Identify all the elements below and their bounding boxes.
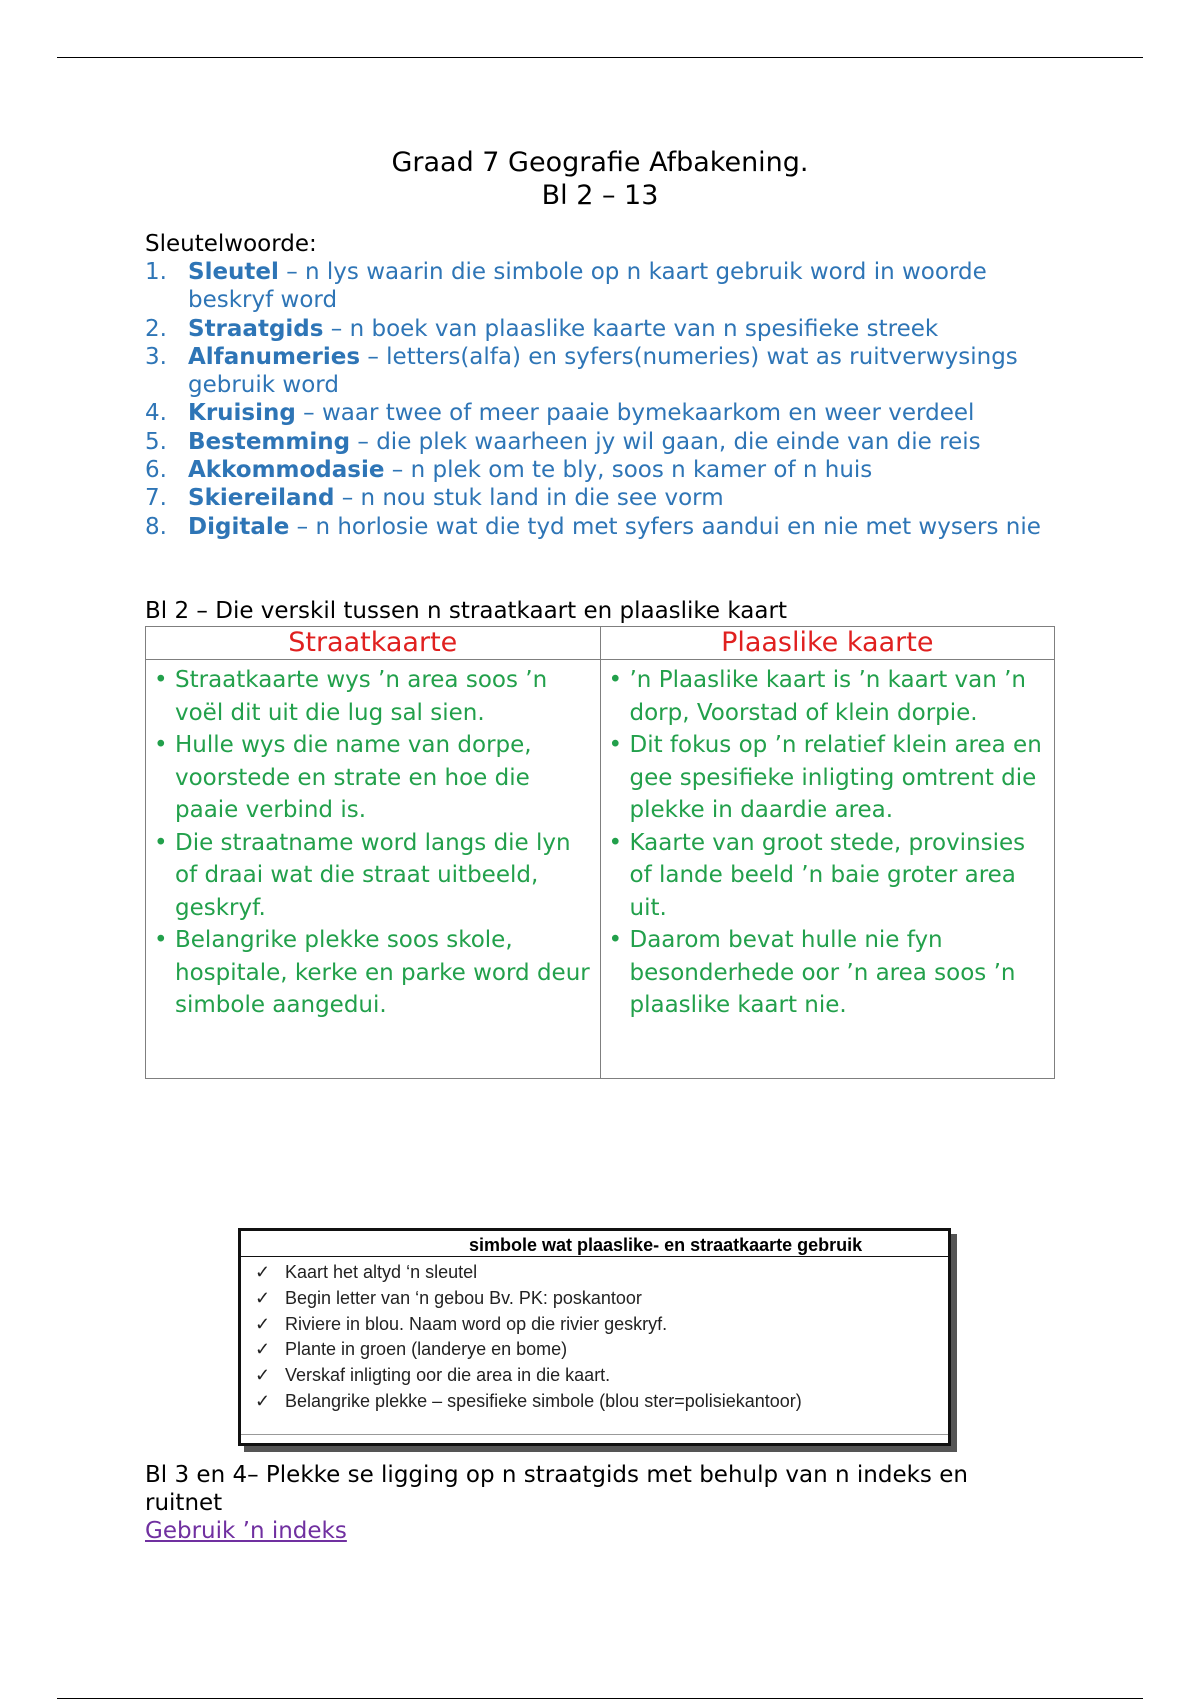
symbol-item-text: Riviere in blou. Naam word op die rivier geskryf. [285, 1313, 668, 1334]
keyword-item [145, 513, 1065, 541]
page-subtitle: Bl 2 – 13 [541, 180, 659, 211]
list-item: • Dit fokus op ’n relatief klein area en gee spesifieke inligting omtrent die plekke in daardie area. [609, 729, 1047, 827]
list-item [255, 1260, 802, 1286]
list-item: • Daarom bevat hulle nie fyn besonderhede oor ’n area soos ’n plaaslike kaart nie. [609, 924, 1047, 1022]
symbol-item-text: Verskaf inligting oor die area in die kaart. [285, 1365, 611, 1386]
symbols-box-divider [241, 1434, 948, 1435]
check-icon: ✓ [255, 1287, 271, 1308]
comparison-body-row [146, 660, 1055, 1079]
list-item [255, 1389, 802, 1415]
check-icon: ✓ [255, 1339, 271, 1360]
symbol-item-text: Belangrike plekke – spesifieke simbole (blou ster=polisiekantoor) [285, 1390, 802, 1411]
list-item: • Straatkaarte wys ’n area soos ’n voël dit uit die lug sal sien. [154, 664, 592, 729]
top-rule [57, 57, 1143, 58]
list-item [255, 1363, 802, 1389]
keyword-number: 5. [145, 428, 167, 455]
list-item: • Hulle wys die name van dorpe, voorstede en strate en hoe die paaie verbind is. [154, 729, 592, 827]
keyword-item [145, 343, 1065, 400]
section-paragraph: Bl 3 en 4– Plekke se ligging op n straatgids met behulp van n indeks en ruitnet [145, 1462, 968, 1516]
keyword-number: 7. [145, 485, 167, 512]
keyword-number: 8. [145, 513, 167, 540]
keyword-term: Skiereiland [188, 485, 335, 512]
check-icon: ✓ [255, 1390, 271, 1411]
keyword-term: Akkommodasie [188, 457, 385, 484]
street-maps-list [146, 660, 600, 1022]
list-item: • ’n Plaaslike kaart is ’n kaart van ’n dorp, Voorstad of klein dorpie. [609, 664, 1047, 729]
keyword-item [145, 456, 1065, 484]
symbols-box [238, 1228, 951, 1446]
keyword-term: Straatgids [188, 315, 324, 342]
keyword-item [145, 399, 1065, 427]
keyword-number: 4. [145, 400, 167, 427]
keyword-definition: – n horlosie wat die tyd met syfers aandui en nie met wysers nie [289, 513, 1041, 540]
comparison-header-row [146, 627, 1055, 660]
keyword-definition: – n plek om te bly, soos n kamer of n huis [384, 457, 873, 484]
check-icon: ✓ [255, 1262, 271, 1282]
keyword-definition: – waar twee of meer paaie bymekaarkom en weer verdeel [295, 400, 975, 427]
keyword-term: Digitale [188, 513, 290, 540]
keyword-number: 3. [145, 343, 167, 370]
list-item: • Die straatname word langs die lyn of draai wat die straat uitbeeld, geskryf. [154, 827, 592, 925]
list-item: • Belangrike plekke soos skole, hospitale, kerke en parke word deur simbole aangedui. [154, 924, 592, 1022]
keyword-number: 2. [145, 315, 167, 342]
keyword-definition: – n nou stuk land in die see vorm [334, 485, 724, 512]
comparison-label: Bl 2 – Die verskil tussen n straatkaart en plaaslike kaart [145, 598, 787, 624]
list-item [255, 1312, 802, 1338]
list-item [255, 1337, 802, 1363]
keyword-definition: – die plek waarheen jy wil gaan, die einde van die reis [350, 428, 981, 455]
list-item [255, 1286, 802, 1312]
bottom-rule [57, 1698, 1143, 1699]
keyword-term: Kruising [188, 400, 296, 427]
symbol-item-text: Begin letter van ‘n gebou Bv. PK: poskantoor [285, 1287, 642, 1308]
keyword-item [145, 484, 1065, 512]
check-icon: ✓ [255, 1365, 271, 1386]
keyword-definition: – n lys waarin die simbole op n kaart gebruik word in woorde beskryf word [188, 259, 987, 314]
keyword-definition: – n boek van plaaslike kaarte van n spesifieke streek [323, 315, 939, 342]
keyword-item [145, 258, 1065, 315]
index-link[interactable]: Gebruik ’n indeks [145, 1518, 347, 1544]
comparison-table [145, 626, 1055, 1079]
local-maps-list [601, 660, 1055, 1022]
keyword-number: 6. [145, 457, 167, 484]
symbol-item-text: Kaart het altyd ‘n sleutel [285, 1262, 478, 1282]
keywords-list [145, 258, 1065, 541]
local-maps-header: Plaaslike kaarte [600, 627, 1055, 660]
keyword-definition: – letters(alfa) en syfers(numeries) wat as ruitverwysings gebruik word [188, 343, 1018, 399]
list-item: • Kaarte van groot stede, provinsies of lande beeld ’n baie groter area uit. [609, 827, 1047, 925]
symbols-box-header: simbole wat plaaslike- en straatkaarte gebruik [241, 1233, 948, 1257]
local-maps-cell [600, 660, 1055, 1079]
street-maps-header: Straatkaarte [146, 627, 601, 660]
keyword-term: Alfanumeries [188, 343, 361, 370]
symbol-item-text: Plante in groen (landerye en bome) [285, 1339, 568, 1360]
keyword-item [145, 428, 1065, 456]
keywords-label: Sleutelwoorde: [145, 231, 317, 257]
keyword-term: Bestemming [188, 428, 351, 455]
keyword-number: 1. [145, 259, 167, 285]
keyword-term: Sleutel [188, 259, 279, 285]
symbols-list [255, 1260, 802, 1415]
street-maps-cell [146, 660, 601, 1079]
keyword-item [145, 315, 1065, 343]
check-icon: ✓ [255, 1313, 271, 1334]
page-title: Graad 7 Geografie Afbakening. [391, 147, 809, 178]
